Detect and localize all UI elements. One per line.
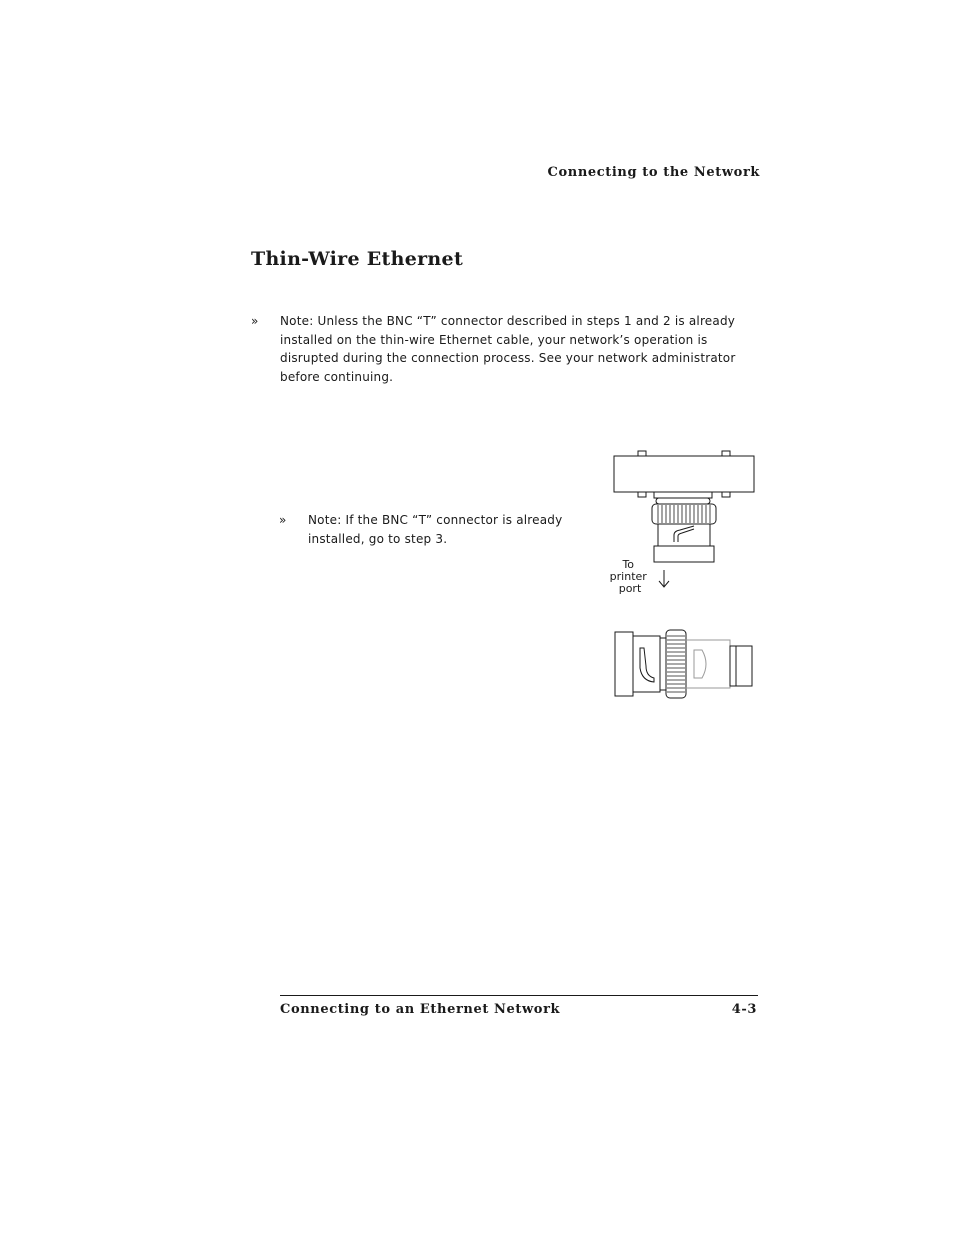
bnc-bayonet-slot	[640, 648, 654, 682]
label-line: printer	[609, 570, 647, 583]
t-connector-body	[614, 456, 754, 492]
down-arrow-icon	[659, 570, 669, 587]
printer-port-label	[610, 558, 651, 595]
bnc-knurl-lines	[667, 636, 685, 692]
note-line: installed, go to step 3.	[308, 531, 448, 546]
t-connector-bayonet-slot	[674, 526, 694, 542]
note-marker-icon: »	[251, 314, 259, 328]
t-connector-tab	[722, 451, 730, 456]
footer-chapter-title: Connecting to an Ethernet Network	[280, 1002, 561, 1017]
knurl-lines	[658, 505, 710, 523]
t-connector-illustration	[608, 446, 760, 604]
page-number: 4-3	[731, 1002, 757, 1017]
t-connector-tab	[638, 492, 646, 497]
t-connector-base	[654, 546, 714, 562]
bnc-body	[633, 636, 660, 692]
note-text	[308, 511, 579, 548]
running-header: Connecting to the Network	[547, 165, 760, 180]
note-if-bnc-installed	[279, 511, 579, 548]
bnc-right-block	[730, 646, 752, 686]
note-line: installed on the thin-wire Ethernet cable, your network’s operation is	[280, 332, 708, 347]
t-connector-neck	[654, 492, 712, 498]
t-connector-knurled-ring	[652, 504, 716, 524]
label-line: To	[622, 558, 635, 571]
bnc-mating-dome	[694, 650, 706, 678]
note-text	[280, 312, 751, 387]
section-title: Thin-Wire Ethernet	[251, 248, 464, 270]
footer-rule	[280, 995, 758, 996]
label-line: port	[618, 582, 642, 595]
note-line: disrupted during the connection process. See your network administrator	[280, 351, 736, 366]
bnc-left-block	[615, 632, 633, 696]
note-marker-icon: »	[279, 513, 287, 527]
t-connector-tab	[638, 451, 646, 456]
note-line: Note: Unless the BNC “T” connector described in steps 1 and 2 is already	[280, 314, 736, 328]
note-line: Note: If the BNC “T” connector is already	[308, 513, 563, 527]
t-connector-tab	[722, 492, 730, 497]
t-connector-collar	[656, 498, 710, 504]
note-line: before continuing.	[280, 370, 394, 385]
t-connector-sleeve	[658, 524, 710, 546]
t-connector-bayonet-slot	[678, 529, 694, 542]
note-unless-bnc-installed	[251, 312, 751, 387]
bnc-mating-sleeve	[686, 640, 730, 688]
bnc-connector-illustration	[610, 626, 760, 702]
